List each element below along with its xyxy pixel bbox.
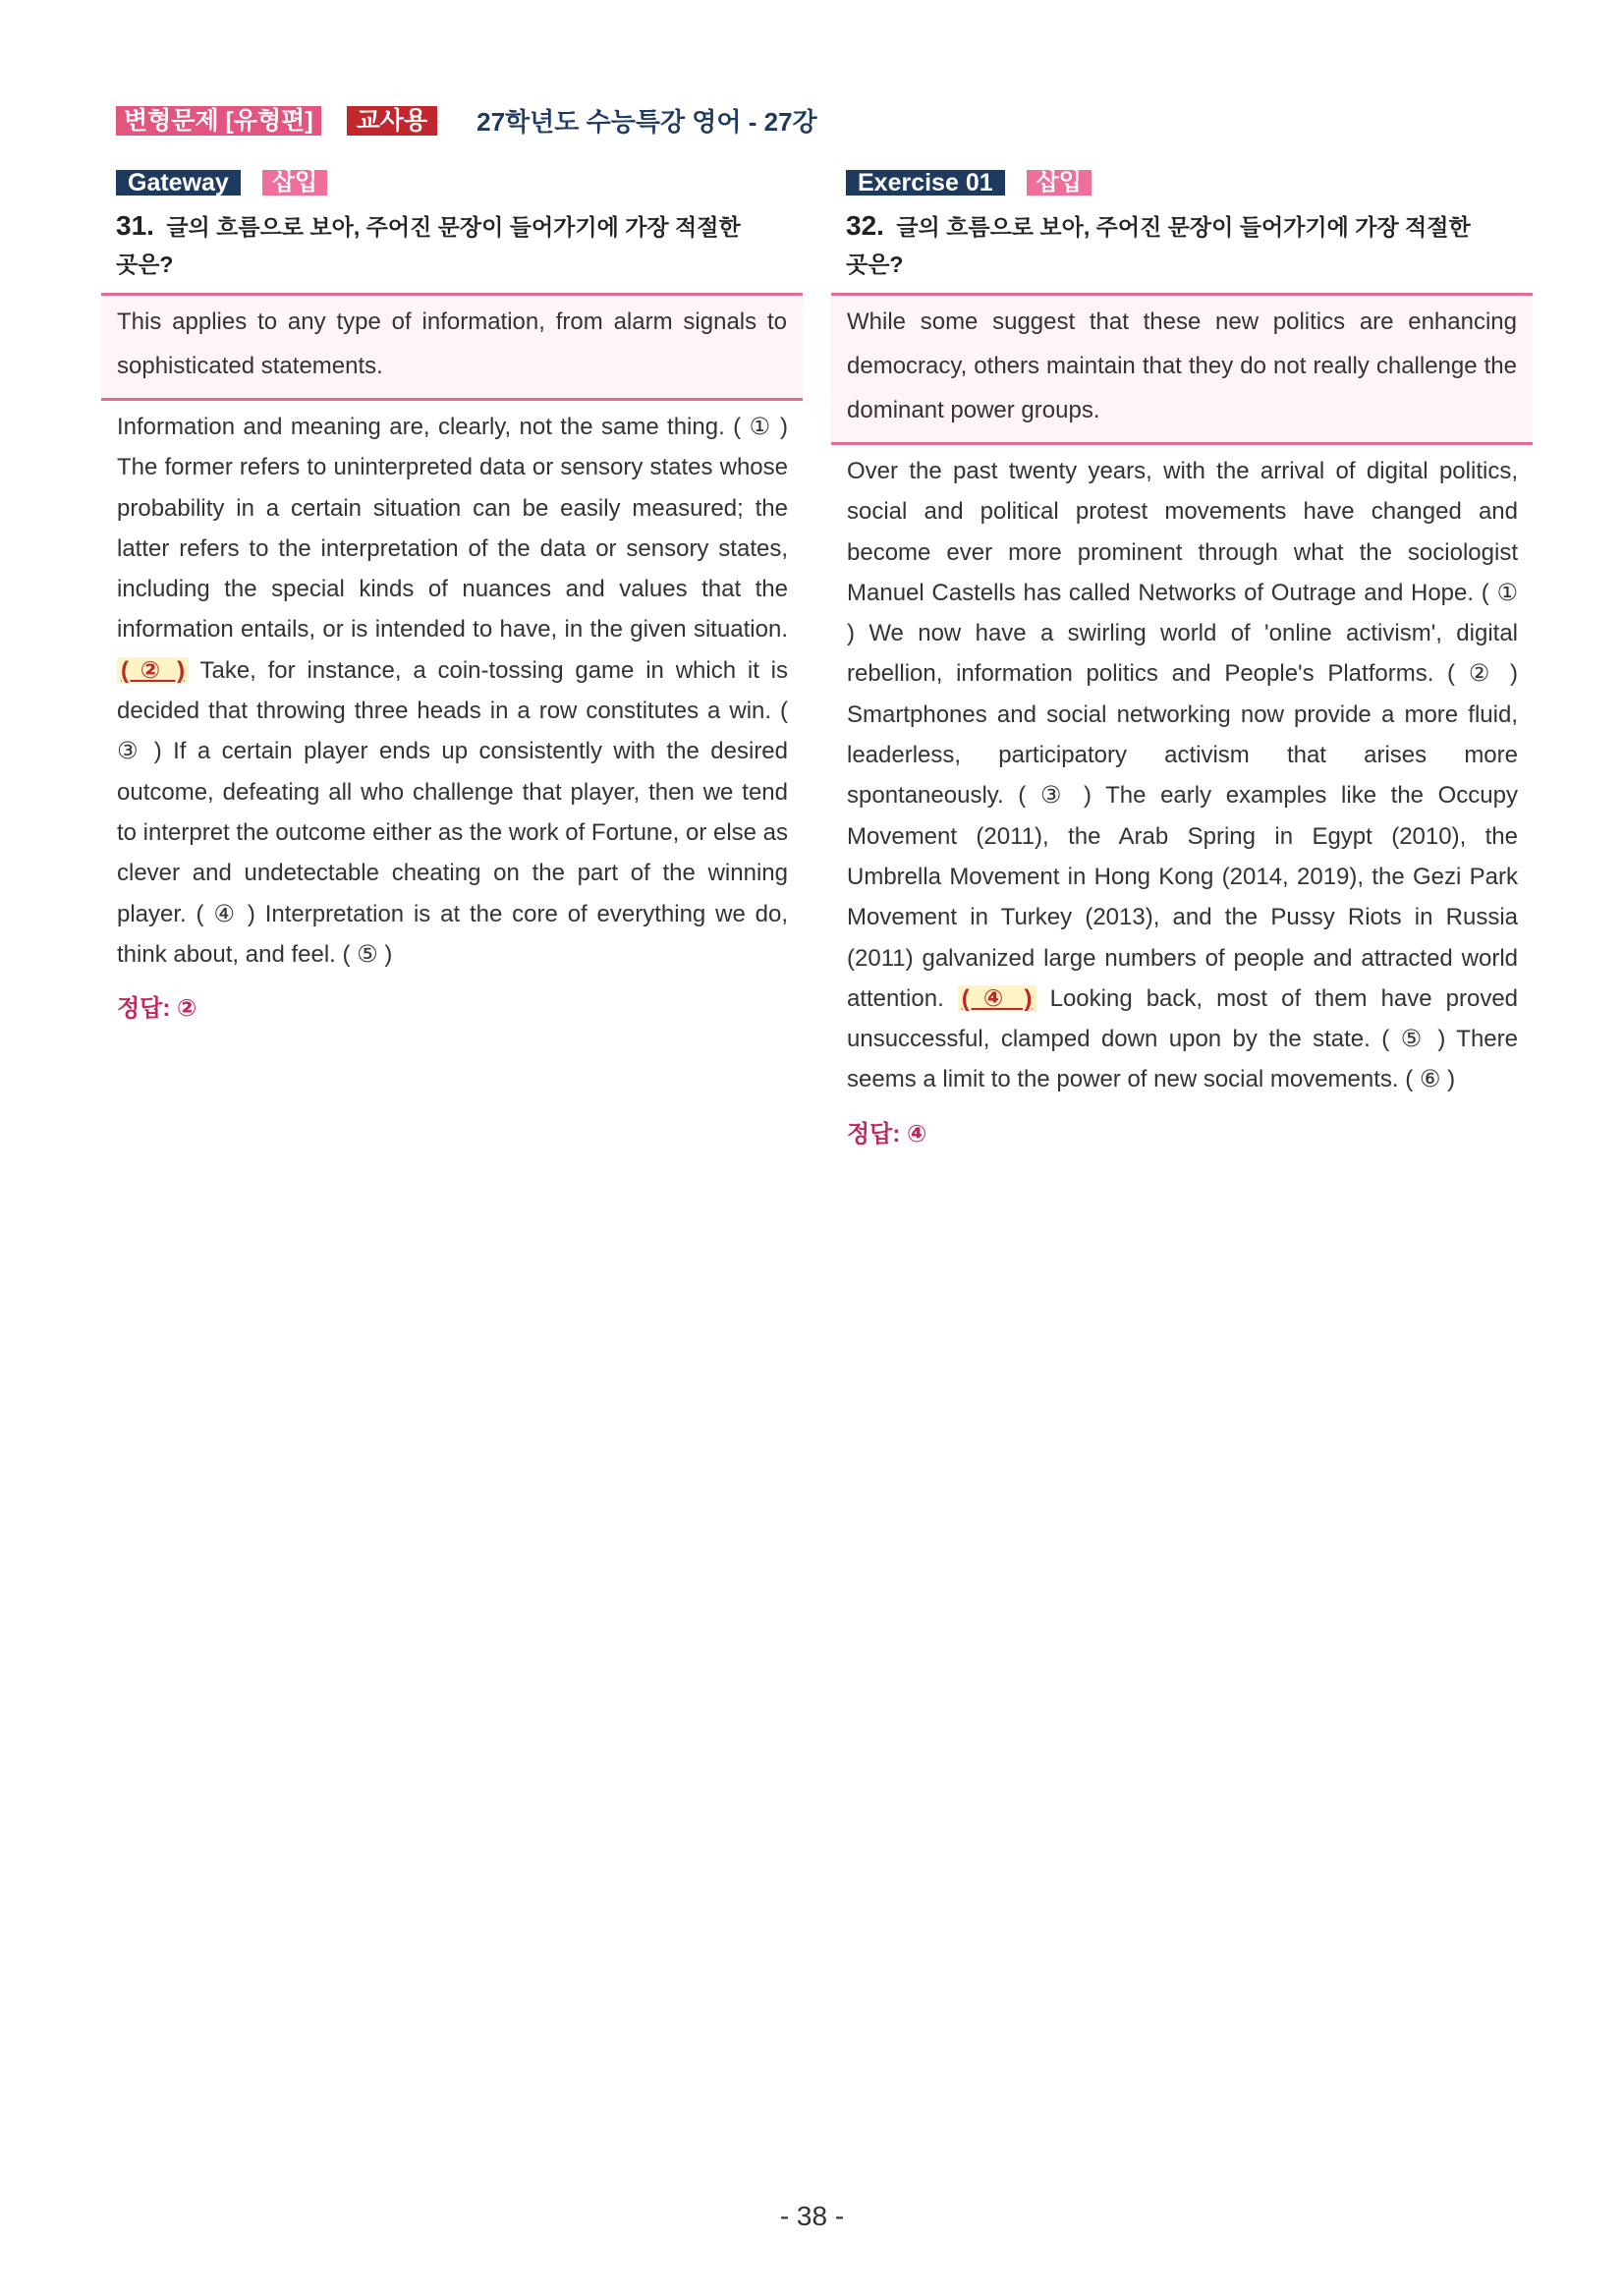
left-badges	[116, 170, 803, 196]
question-31	[116, 207, 764, 283]
insert-type-badge: 삽입	[262, 170, 327, 196]
passage-part-2: Looking back, most of them have proved unsuccessful, clamped down upon by the state. ( ⑤ ) There seems a limit to the power of new social movements. ( ⑥ )	[847, 984, 1519, 1093]
given-sentence-box: While some suggest that these new politics are enhancing democracy, others maintain that they do not really challenge the dominant power groups.	[831, 293, 1533, 445]
page-header	[116, 102, 817, 139]
insert-type-badge: 삽입	[1027, 170, 1092, 196]
right-badges	[846, 170, 1533, 196]
passage-part-1: Information and meaning are, clearly, not the same thing. ( ① ) The former refers to uninterpreted data or sensory states whose probability in a certain situation can be easily measured; the latter refers to the interpretation of the data or sensory states, including the special kinds of nuances and values that the information entails, or is intended to have, in the given situation.	[117, 414, 788, 644]
passage	[101, 401, 803, 975]
passage-part-1: Over the past twenty years, with the arrival of digital politics, social and political protest movements have changed and become ever more prominent through what the sociologist Manuel Castells has called Networks of Outrage and Hope. ( ① ) We now have a swirling world of 'online activism', digital rebellion, information politics and People's Platforms. ( ② ) Smartphones and social networking now provide a more fluid, leaderless, participatory activism that arises more spontaneously. ( ③ ) The early examples like the Occupy Movement (2011), the Arab Spring in Egypt (2010), the Umbrella Movement in Hong Kong (2014, 2019), the Gezi Park Movement in Turkey (2013), and the Pussy Riots in Russia (2011) galvanized large numbers of people and attracted world attention.	[847, 458, 1518, 1012]
given-sentence-box: This applies to any type of information, from alarm signals to sophisticated statements.	[101, 293, 803, 401]
question-32	[846, 207, 1494, 283]
answer-highlight: ( ④ )	[958, 985, 1036, 1012]
left-column	[101, 170, 803, 1023]
answer-label: 정답: ②	[117, 995, 197, 1023]
right-column	[831, 170, 1533, 1148]
question-text: 글의 흐름으로 보아, 주어진 문장이 들어가기에 가장 적절한 곳은?	[116, 214, 741, 277]
page-title: 27학년도 수능특강 영어 - 27강	[476, 107, 817, 137]
type-tag: 변형문제 [유형편]	[116, 106, 321, 136]
passage-part-2: Take, for instance, a coin-tossing game in which it is decided that throwing three heads in a row constitutes a win. ( ③ ) If a certain player ends up consistently with the desired outcome, defeating all who challenge that player, then we tend to interpret the outcome either as the work of Fortune, or else as clever and undetectable cheating on the part of the winning player. ( ④ ) Interpretation is at the core of everything we do, think about, and feel. ( ⑤ )	[117, 656, 789, 968]
question-text: 글의 흐름으로 보아, 주어진 문장이 들어가기에 가장 적절한 곳은?	[846, 214, 1471, 277]
page-number: - 38 -	[779, 2201, 845, 2231]
question-number: 32.	[846, 210, 884, 241]
gateway-badge: Gateway	[116, 170, 241, 196]
passage	[831, 445, 1533, 1100]
exercise-badge: Exercise 01	[846, 170, 1005, 196]
question-number: 31.	[116, 210, 154, 241]
answer-highlight: ( ② )	[117, 657, 189, 684]
teacher-tag: 교사용	[347, 106, 437, 136]
answer-label: 정답: ④	[847, 1120, 927, 1148]
